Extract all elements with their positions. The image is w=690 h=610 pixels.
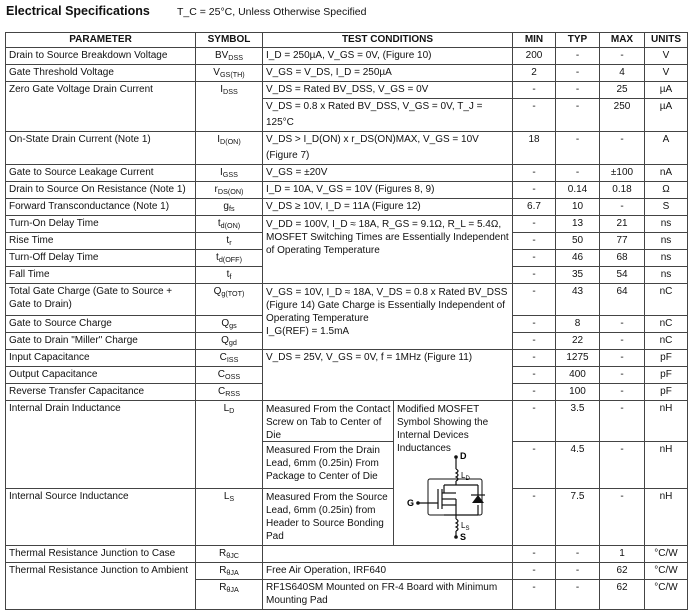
parameter-cell: Internal Drain Inductance bbox=[6, 401, 196, 489]
parameter-cell: Turn-Off Delay Time bbox=[6, 250, 196, 267]
max-cell: - bbox=[600, 401, 645, 442]
test-conditions-note: T_C = 25°C, Unless Otherwise Specified bbox=[177, 6, 367, 18]
symbol-cell: $R_{\theta JA}$ bbox=[196, 580, 263, 610]
typ-cell: - bbox=[556, 65, 600, 82]
max-cell: 4 bbox=[600, 65, 645, 82]
symbol-cell: $t_r$ bbox=[196, 233, 263, 250]
typ-cell: 46 bbox=[556, 250, 600, 267]
typ-cell: 7.5 bbox=[556, 488, 600, 545]
typ-cell: - bbox=[556, 580, 600, 610]
ld-label: $L_D$ bbox=[461, 471, 470, 482]
header-row bbox=[6, 33, 688, 48]
condition-cell bbox=[263, 546, 513, 563]
parameter-cell: Total Gate Charge (Gate to Source + Gate to Drain) bbox=[6, 284, 196, 316]
max-cell: - bbox=[600, 316, 645, 333]
symbol-cell: $L_D$ bbox=[196, 401, 263, 489]
min-cell: 18 bbox=[513, 132, 556, 165]
max-cell: - bbox=[600, 333, 645, 350]
condition-cell: V_DS ≥ 10V, I_D = 11A (Figure 12) bbox=[263, 199, 513, 216]
min-cell: - bbox=[513, 82, 556, 99]
unit-cell: pF bbox=[645, 384, 688, 401]
condition-cell: V_DS = 0.8 x Rated BV_DSS, V_GS = 0V, T_J = 125°C bbox=[263, 99, 513, 132]
min-cell: - bbox=[513, 546, 556, 563]
max-cell: ±100 bbox=[600, 165, 645, 182]
min-cell: 200 bbox=[513, 48, 556, 65]
symbol-cell: $BV_{DSS}$ bbox=[196, 48, 263, 65]
typ-cell: 8 bbox=[556, 316, 600, 333]
max-cell: 62 bbox=[600, 580, 645, 610]
table-row bbox=[6, 546, 688, 563]
min-cell: - bbox=[513, 284, 556, 316]
min-cell: - bbox=[513, 367, 556, 384]
typ-cell: - bbox=[556, 165, 600, 182]
condition-cell: I_D = 250µA, V_GS = 0V, (Figure 10) bbox=[263, 48, 513, 65]
max-cell: - bbox=[600, 384, 645, 401]
min-cell: - bbox=[513, 250, 556, 267]
parameter-cell: Thermal Resistance Junction to Ambient bbox=[6, 563, 196, 610]
symbol-cell: $t_f$ bbox=[196, 267, 263, 284]
min-cell: 2 bbox=[513, 65, 556, 82]
parameter-cell: Reverse Transfer Capacitance bbox=[6, 384, 196, 401]
typ-cell: - bbox=[556, 132, 600, 165]
unit-cell: nA bbox=[645, 165, 688, 182]
symbol-cell: $Q_{gd}$ bbox=[196, 333, 263, 350]
gate-terminal-label: G bbox=[407, 498, 415, 508]
unit-cell: ns bbox=[645, 267, 688, 284]
max-cell: - bbox=[600, 441, 645, 488]
typ-cell: 4.5 bbox=[556, 441, 600, 488]
unit-cell: °C/W bbox=[645, 580, 688, 610]
condition-cell: V_DS > I_D(ON) x r_DS(ON)MAX, V_GS = 10V (Figure 7) bbox=[263, 132, 513, 165]
max-cell: 62 bbox=[600, 563, 645, 580]
max-cell: 0.18 bbox=[600, 182, 645, 199]
parameter-cell: Gate Threshold Voltage bbox=[6, 65, 196, 82]
symbol-cell: $I_{D(ON)}$ bbox=[196, 132, 263, 165]
mosfet-symbol-diagram bbox=[398, 451, 508, 541]
max-cell: 25 bbox=[600, 82, 645, 99]
condition-cell: V_DS = Rated BV_DSS, V_GS = 0V bbox=[263, 82, 513, 99]
max-cell: 250 bbox=[600, 99, 645, 132]
unit-cell: nH bbox=[645, 401, 688, 442]
unit-cell: S bbox=[645, 199, 688, 216]
unit-cell: pF bbox=[645, 367, 688, 384]
typ-cell: - bbox=[556, 563, 600, 580]
symbol-cell: $I_{DSS}$ bbox=[196, 82, 263, 132]
table-row bbox=[6, 182, 688, 199]
mosfet-symbol-note: Modified MOSFET Symbol Showing the Internal Devices Inductances bbox=[397, 404, 489, 454]
max-cell: - bbox=[600, 367, 645, 384]
source-terminal-label: S bbox=[460, 532, 467, 541]
condition-cell: I_D = 10A, V_GS = 10V (Figures 8, 9) bbox=[263, 182, 513, 199]
parameter-cell: Gate to Drain "Miller" Charge bbox=[6, 333, 196, 350]
typ-cell: 400 bbox=[556, 367, 600, 384]
table-row bbox=[6, 350, 688, 367]
typ-cell: 100 bbox=[556, 384, 600, 401]
min-cell: - bbox=[513, 488, 556, 545]
max-cell: 21 bbox=[600, 216, 645, 233]
unit-cell: nH bbox=[645, 488, 688, 545]
unit-cell: nC bbox=[645, 316, 688, 333]
typ-cell: 50 bbox=[556, 233, 600, 250]
unit-cell: nH bbox=[645, 441, 688, 488]
gate-charge-condition-cell: V_GS = 10V, I_D ≈ 18A, V_DS = 0.8 x Rated BV_DSS (Figure 14) Gate Charge is Essentially Independent of Operating Temperature I_G(REF) = 1.5mA bbox=[263, 284, 513, 350]
min-cell: 6.7 bbox=[513, 199, 556, 216]
max-cell: - bbox=[600, 132, 645, 165]
symbol-cell: $L_S$ bbox=[196, 488, 263, 545]
symbol-cell: $C_{ISS}$ bbox=[196, 350, 263, 367]
unit-cell: nC bbox=[645, 284, 688, 316]
min-cell: - bbox=[513, 99, 556, 132]
table-row bbox=[6, 82, 688, 99]
unit-cell: °C/W bbox=[645, 563, 688, 580]
col-parameter: PARAMETER bbox=[6, 33, 196, 48]
symbol-cell: $r_{DS(ON)}$ bbox=[196, 182, 263, 199]
table-row bbox=[6, 401, 688, 442]
col-test-conditions: TEST CONDITIONS bbox=[263, 33, 513, 48]
max-cell: 64 bbox=[600, 284, 645, 316]
parameter-cell: Gate to Source Leakage Current bbox=[6, 165, 196, 182]
min-cell: - bbox=[513, 333, 556, 350]
table-row bbox=[6, 132, 688, 165]
source-cond: Measured From the Source Lead, 6mm (0.25in) from Header to Source Bonding Pad bbox=[266, 492, 388, 542]
table-row bbox=[6, 284, 688, 316]
unit-cell: ns bbox=[645, 233, 688, 250]
unit-cell: nC bbox=[645, 333, 688, 350]
parameter-cell: Drain to Source Breakdown Voltage bbox=[6, 48, 196, 65]
max-cell: - bbox=[600, 48, 645, 65]
min-cell: - bbox=[513, 441, 556, 488]
capacitance-condition-cell: V_DS = 25V, V_GS = 0V, f = 1MHz (Figure 11) bbox=[263, 350, 513, 401]
condition-cell: V_GS = V_DS, I_D = 250µA bbox=[263, 65, 513, 82]
min-cell: - bbox=[513, 165, 556, 182]
symbol-cell: $Q_{g(TOT)}$ bbox=[196, 284, 263, 316]
min-cell: - bbox=[513, 350, 556, 367]
parameter-cell: Output Capacitance bbox=[6, 367, 196, 384]
symbol-cell: $I_{GSS}$ bbox=[196, 165, 263, 182]
min-cell: - bbox=[513, 182, 556, 199]
min-cell: - bbox=[513, 316, 556, 333]
electrical-specs-table bbox=[5, 32, 688, 610]
col-units: UNITS bbox=[645, 33, 688, 48]
ls-label: $L_S$ bbox=[461, 521, 470, 532]
parameter-cell: Gate to Source Charge bbox=[6, 316, 196, 333]
table-row bbox=[6, 216, 688, 233]
unit-cell: µA bbox=[645, 82, 688, 99]
max-cell: - bbox=[600, 488, 645, 545]
col-symbol: SYMBOL bbox=[196, 33, 263, 48]
col-min: MIN bbox=[513, 33, 556, 48]
max-cell: 68 bbox=[600, 250, 645, 267]
typ-cell: 1275 bbox=[556, 350, 600, 367]
min-cell: - bbox=[513, 216, 556, 233]
typ-cell: 3.5 bbox=[556, 401, 600, 442]
table-row bbox=[6, 563, 688, 580]
drain-cond-1: Measured From the Contact Screw on Tab to Center of Die bbox=[263, 401, 393, 442]
symbol-cell: $g_{fs}$ bbox=[196, 199, 263, 216]
page-title: Electrical Specifications bbox=[6, 4, 150, 18]
parameter-cell: Thermal Resistance Junction to Case bbox=[6, 546, 196, 563]
typ-cell: - bbox=[556, 82, 600, 99]
unit-cell: V bbox=[645, 65, 688, 82]
symbol-cell: $t_{d(ON)}$ bbox=[196, 216, 263, 233]
table-row bbox=[6, 48, 688, 65]
symbol-cell: $R_{\theta JC}$ bbox=[196, 546, 263, 563]
table-row bbox=[6, 165, 688, 182]
col-max: MAX bbox=[600, 33, 645, 48]
unit-cell: pF bbox=[645, 350, 688, 367]
unit-cell: ns bbox=[645, 250, 688, 267]
table-row bbox=[6, 199, 688, 216]
symbol-cell: $V_{GS(TH)}$ bbox=[196, 65, 263, 82]
unit-cell: °C/W bbox=[645, 546, 688, 563]
unit-cell: A bbox=[645, 132, 688, 165]
typ-cell: 43 bbox=[556, 284, 600, 316]
unit-cell: Ω bbox=[645, 182, 688, 199]
symbol-cell: $t_{d(OFF)}$ bbox=[196, 250, 263, 267]
max-cell: - bbox=[600, 350, 645, 367]
parameter-cell: Input Capacitance bbox=[6, 350, 196, 367]
max-cell: - bbox=[600, 199, 645, 216]
parameter-cell: Drain to Source On Resistance (Note 1) bbox=[6, 182, 196, 199]
parameter-cell: Fall Time bbox=[6, 267, 196, 284]
symbol-cell: $Q_{gs}$ bbox=[196, 316, 263, 333]
typ-cell: 13 bbox=[556, 216, 600, 233]
parameter-cell: Turn-On Delay Time bbox=[6, 216, 196, 233]
drain-cond-2: Measured From the Drain Lead, 6mm (0.25in) From Package to Center of Die bbox=[263, 442, 393, 489]
switching-condition-cell: V_DD = 100V, I_D ≈ 18A, R_GS = 9.1Ω, R_L = 5.4Ω, MOSFET Switching Times are Essentially Independent of Operating Temperature bbox=[263, 216, 513, 284]
min-cell: - bbox=[513, 233, 556, 250]
drain-terminal-label: D bbox=[460, 451, 467, 461]
symbol-cell: $R_{\theta JA}$ bbox=[196, 563, 263, 580]
typ-cell: 35 bbox=[556, 267, 600, 284]
min-cell: - bbox=[513, 384, 556, 401]
max-cell: 54 bbox=[600, 267, 645, 284]
unit-cell: ns bbox=[645, 216, 688, 233]
max-cell: 77 bbox=[600, 233, 645, 250]
inductance-condition-cell bbox=[263, 401, 513, 546]
min-cell: - bbox=[513, 267, 556, 284]
typ-cell: - bbox=[556, 48, 600, 65]
max-cell: 1 bbox=[600, 546, 645, 563]
typ-cell: 22 bbox=[556, 333, 600, 350]
typ-cell: 10 bbox=[556, 199, 600, 216]
min-cell: - bbox=[513, 563, 556, 580]
parameter-cell: Rise Time bbox=[6, 233, 196, 250]
col-typ: TYP bbox=[556, 33, 600, 48]
parameter-cell: Zero Gate Voltage Drain Current bbox=[6, 82, 196, 132]
symbol-cell: $C_{OSS}$ bbox=[196, 367, 263, 384]
condition-cell: Free Air Operation, IRF640 bbox=[263, 563, 513, 580]
typ-cell: - bbox=[556, 99, 600, 132]
table-row bbox=[6, 65, 688, 82]
symbol-cell: $C_{RSS}$ bbox=[196, 384, 263, 401]
typ-cell: 0.14 bbox=[556, 182, 600, 199]
unit-cell: µA bbox=[645, 99, 688, 132]
typ-cell: - bbox=[556, 546, 600, 563]
condition-cell: RF1S640SM Mounted on FR-4 Board with Minimum Mounting Pad bbox=[263, 580, 513, 610]
unit-cell: V bbox=[645, 48, 688, 65]
parameter-cell: Internal Source Inductance bbox=[6, 488, 196, 545]
parameter-cell: On-State Drain Current (Note 1) bbox=[6, 132, 196, 165]
parameter-cell: Forward Transconductance (Note 1) bbox=[6, 199, 196, 216]
min-cell: - bbox=[513, 401, 556, 442]
condition-cell: V_GS = ±20V bbox=[263, 165, 513, 182]
min-cell: - bbox=[513, 580, 556, 610]
